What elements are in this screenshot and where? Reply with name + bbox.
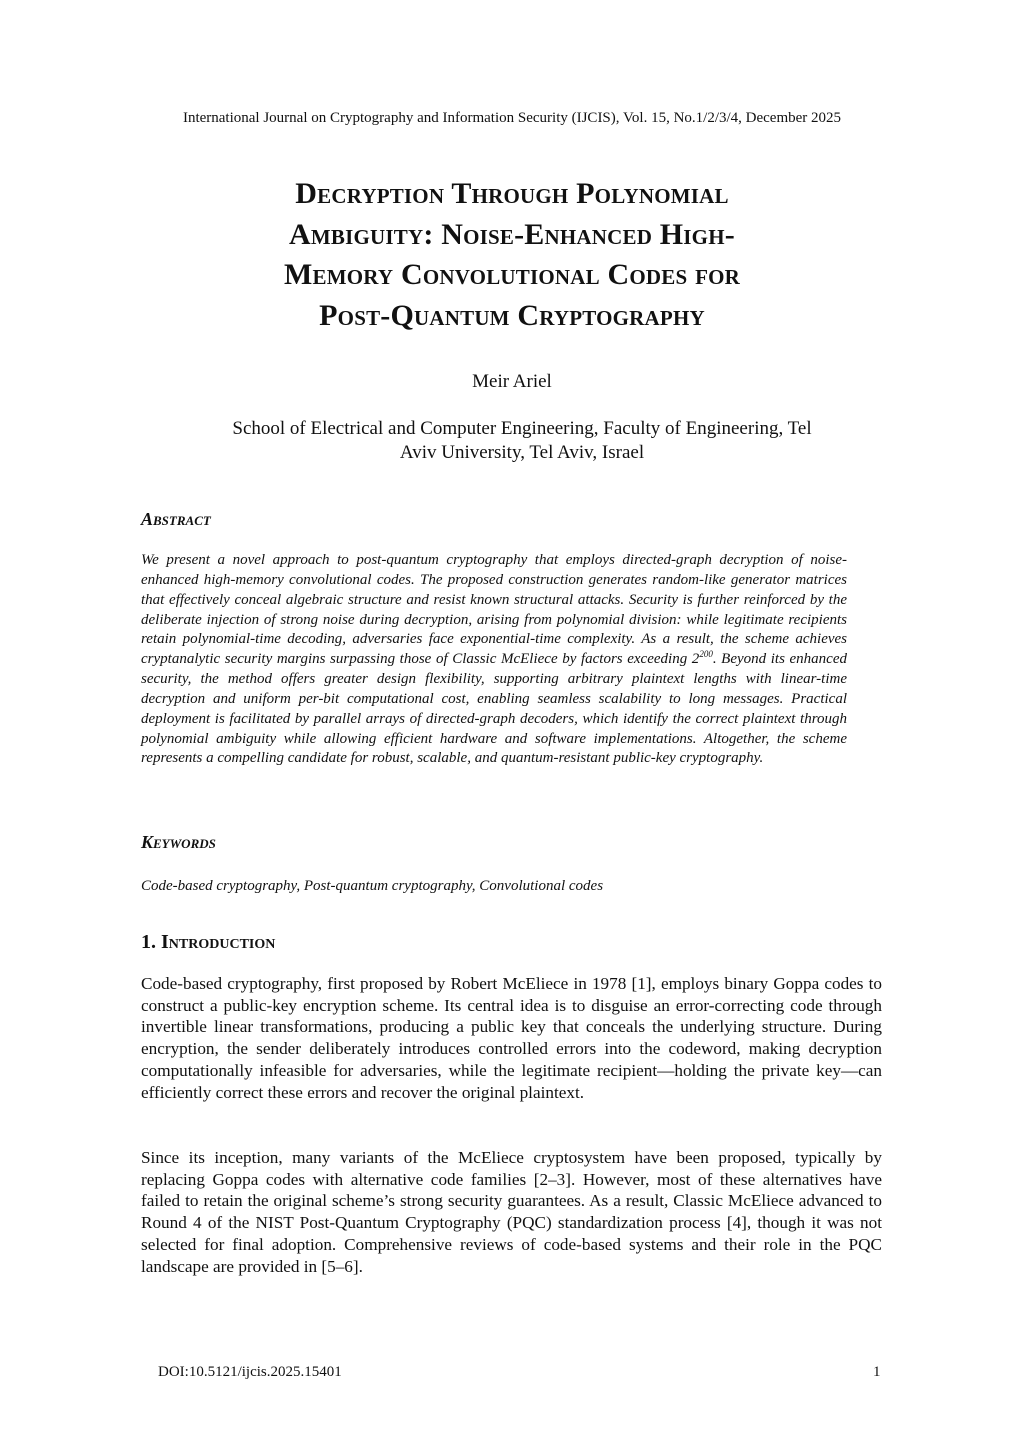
journal-header: International Journal on Cryptography and Information Security (IJCIS), Vol. 15, No.1/2/3/4, December 2025 [182,110,842,126]
abstract-text [141,551,847,769]
abstract-heading: Abstract [141,509,211,529]
affiliation-line-2: Aviv University, Tel Aviv, Israel [399,442,645,463]
introduction-paragraph-1: Code-based cryptography, first proposed by Robert McEliece in 1978 [1], employs binary Goppa codes to construct a public-key encryption scheme. Its central idea is to disguise an error-correcting code through invertible linear transformations, producing a public key that conceals the underlying structure. During encryption, the sender deliberately introduces controlled errors into the codeword, making decryption computationally infeasible for adversaries, while the legitimate recipient—holding the private key—can efficiently correct these errors and recover the original plaintext. [141,974,882,1102]
title-line-2: Ambiguity: Noise-Enhanced High- [289,217,735,251]
paper-title [170,174,854,336]
abstract-text-part-2: . Beyond its enhanced security, the method offers greater design flexibility, supporting arbitrary plaintext lengths with linear-time decryption and uniform per-bit computational cost, enabling seamless scalability to long messages. Practical deployment is facilitated by parallel arrays of directed-graph decoders, which identify the correct plaintext through polynomial ambiguity while allowing efficient hardware and software implementations. Altogether, the scheme represents a compelling candidate for robust, scalable, and quantum-resistant public-key cryptography. [141,651,847,767]
introduction-heading: 1. Introduction [141,931,276,953]
author-affiliation [190,417,854,465]
footer-doi: DOI:10.5121/ijcis.2025.15401 [158,1364,342,1380]
author-name: Meir Ariel [472,371,552,392]
abstract-exponent: 200 [699,649,713,660]
keywords-heading: Keywords [141,832,216,852]
introduction-paragraph-2: Since its inception, many variants of the McEliece cryptosystem have been proposed, typically by replacing Goppa codes with alternative code families [2–3]. However, most of these alternatives have failed to retain the original scheme’s strong security guarantees. As a result, Classic McEliece advanced to Round 4 of the NIST Post-Quantum Cryptography (PQC) standardization process [4], though it was not selected for final adoption. Comprehensive reviews of code-based systems and their role in the PQC landscape are provided in [5–6]. [141,1148,882,1276]
title-line-3: Memory Convolutional Codes for [283,258,741,291]
title-line-4: Post-Quantum Cryptography [319,298,705,332]
abstract-text-part-1: We present a novel approach to post-quantum cryptography that employs directed-graph decryption of noise-enhanced high-memory convolutional codes. The proposed construction generates random-like generator matrices that effectively conceal algebraic structure and resist known structural attacks. Security is further reinforced by the deliberate injection of strong noise during decryption, arising from polynomial division: while legitimate recipients retain polynomial-time decoding, adversaries face exponential-time complexity. As a result, the scheme achieves cryptanalytic security margins surpassing those of Classic McEliece by factors exceeding 2 [141,552,847,668]
keywords-text: Code-based cryptography, Post-quantum cryptography, Convolutional codes [141,878,604,894]
title-line-1: Decryption Through Polynomial [295,177,729,210]
affiliation-line-1: School of Electrical and Computer Engineering, Faculty of Engineering, Tel [232,418,812,439]
page-number: 1 [873,1364,881,1380]
